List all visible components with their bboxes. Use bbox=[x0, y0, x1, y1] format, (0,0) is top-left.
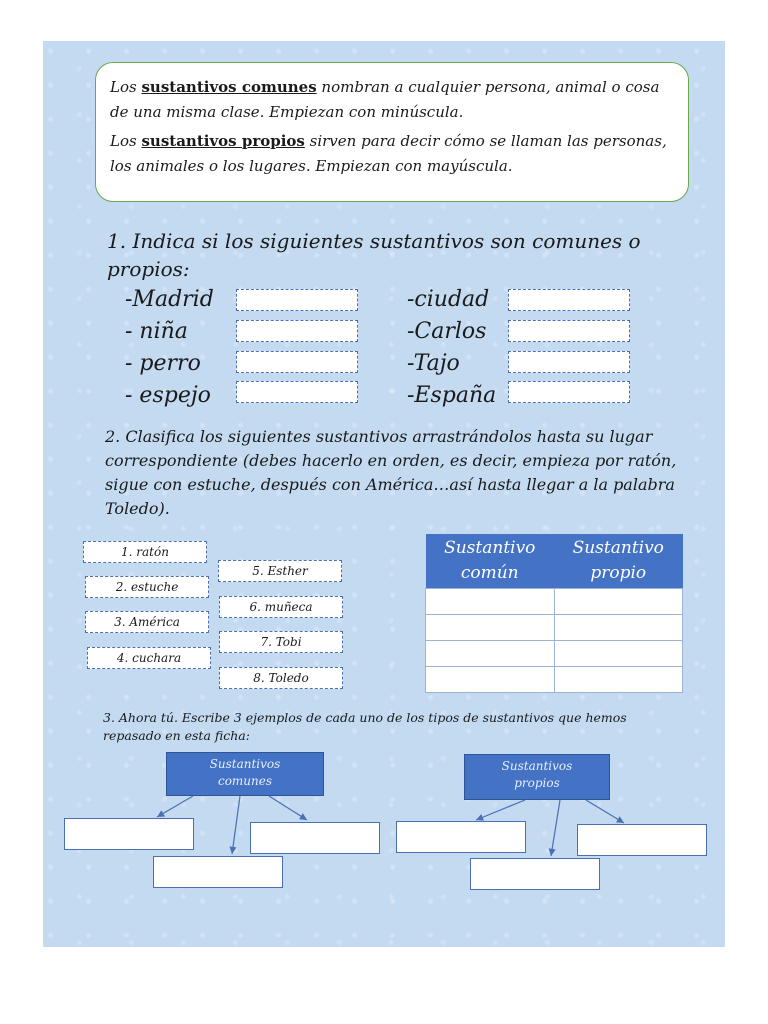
drop-cell-common[interactable] bbox=[426, 667, 555, 693]
header-common: Sustantivo común bbox=[426, 534, 555, 589]
drop-cell-proper[interactable] bbox=[554, 615, 683, 641]
question-2: 2. Clasifica los siguientes sustantivos arrastrándolos hasta su lugar correspondiente (debes hacerlo en orden, es decir, empieza por ratón, sigue con estuche, después con América…así hasta llegar a la palabra Toledo). bbox=[105, 427, 677, 518]
word-espana: -España bbox=[407, 383, 497, 408]
drag-item-estuche[interactable]: 2. estuche bbox=[85, 576, 209, 598]
arrow-common-2 bbox=[232, 796, 240, 854]
drag-item-raton[interactable]: 1. ratón bbox=[83, 541, 207, 563]
word-espejo: - espejo bbox=[125, 383, 211, 408]
drag-item-tobi[interactable]: 7. Tobi bbox=[219, 631, 343, 653]
question-1: 1. Indica si los siguientes sustantivos son comunes o propios: bbox=[107, 229, 641, 281]
drag-item-cuchara[interactable]: 4. cuchara bbox=[87, 647, 211, 669]
example-field-proper-1[interactable] bbox=[396, 821, 526, 853]
example-field-proper-2[interactable] bbox=[470, 858, 600, 890]
arrow-common-3 bbox=[269, 796, 307, 820]
answer-field-espana[interactable] bbox=[508, 381, 630, 403]
answer-field-tajo[interactable] bbox=[508, 351, 630, 373]
drop-cell-proper[interactable] bbox=[554, 641, 683, 667]
drop-cell-proper[interactable] bbox=[554, 667, 683, 693]
drag-item-esther[interactable]: 5. Esther bbox=[218, 560, 342, 582]
answer-field-madrid[interactable] bbox=[236, 289, 358, 311]
arrow-proper-2 bbox=[551, 800, 560, 856]
drop-cell-common[interactable] bbox=[426, 589, 555, 615]
answer-field-ciudad[interactable] bbox=[508, 289, 630, 311]
answer-field-nina[interactable] bbox=[236, 320, 358, 342]
term-common-nouns: sustantivos comunes bbox=[141, 78, 317, 96]
drag-item-muneca[interactable]: 6. muñeca bbox=[219, 596, 343, 618]
node-proper-nouns: Sustantivos propios bbox=[464, 754, 610, 800]
worksheet bbox=[43, 41, 725, 947]
answer-field-perro[interactable] bbox=[236, 351, 358, 373]
rule-common: Los sustantivos comunes nombran a cualquier persona, animal o cosa de una misma clase. Empiezan con minúscula. bbox=[110, 78, 660, 121]
example-field-common-3[interactable] bbox=[250, 822, 380, 854]
word-ciudad: -ciudad bbox=[407, 287, 490, 312]
example-field-common-1[interactable] bbox=[64, 818, 194, 850]
arrow-proper-1 bbox=[476, 800, 525, 820]
drop-cell-proper[interactable] bbox=[554, 589, 683, 615]
word-tajo: -Tajo bbox=[407, 351, 460, 376]
drag-item-america[interactable]: 3. América bbox=[85, 611, 209, 633]
word-madrid: -Madrid bbox=[125, 287, 214, 312]
example-field-proper-3[interactable] bbox=[577, 824, 707, 856]
rules-box bbox=[95, 62, 689, 202]
drag-item-toledo[interactable]: 8. Toledo bbox=[219, 667, 343, 689]
rule-proper: Los sustantivos propios sirven para decir cómo se llaman las personas, los animales o los lugares. Empiezan con mayúscula. bbox=[110, 132, 667, 175]
word-nina: - niña bbox=[125, 319, 188, 344]
header-proper: Sustantivo propio bbox=[554, 534, 683, 589]
word-carlos: -Carlos bbox=[407, 319, 487, 344]
classification-table bbox=[425, 534, 683, 693]
drop-cell-common[interactable] bbox=[426, 615, 555, 641]
example-field-common-2[interactable] bbox=[153, 856, 283, 888]
arrow-common-1 bbox=[157, 796, 193, 817]
word-perro: - perro bbox=[125, 351, 201, 376]
question-3: 3. Ahora tú. Escribe 3 ejemplos de cada uno de los tipos de sustantivos que hemos repasado en esta ficha: bbox=[103, 710, 627, 743]
answer-field-carlos[interactable] bbox=[508, 320, 630, 342]
drop-cell-common[interactable] bbox=[426, 641, 555, 667]
answer-field-espejo[interactable] bbox=[236, 381, 358, 403]
node-common-nouns: Sustantivos comunes bbox=[166, 752, 324, 796]
arrow-proper-3 bbox=[586, 800, 624, 823]
term-proper-nouns: sustantivos propios bbox=[141, 132, 305, 150]
